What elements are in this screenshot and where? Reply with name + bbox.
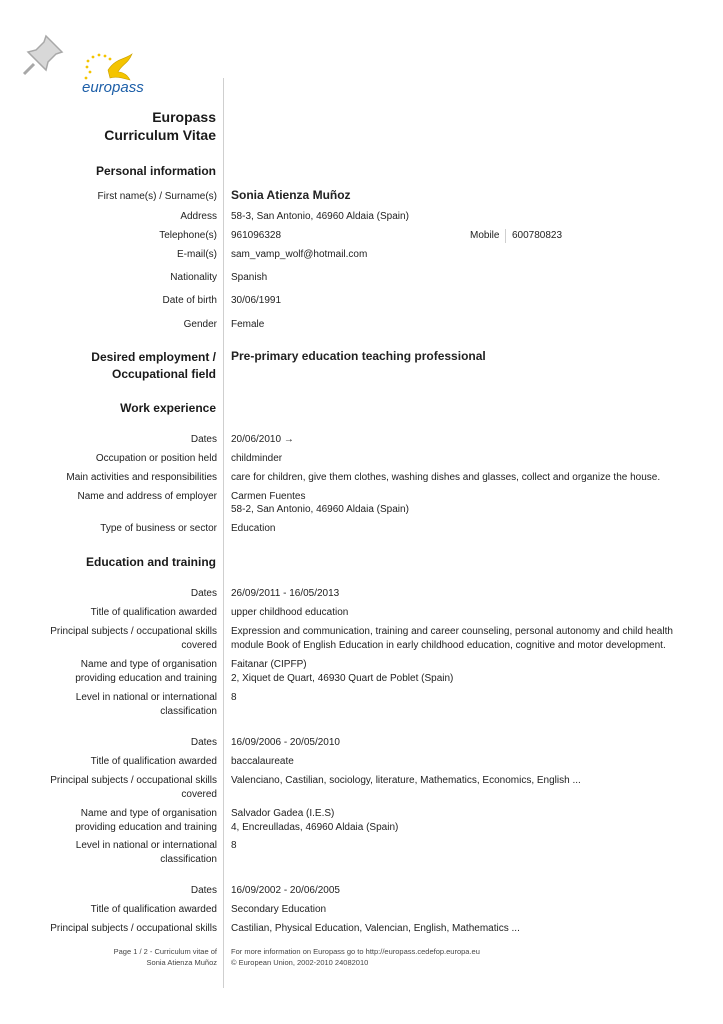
occupation-value: childminder	[231, 453, 283, 464]
edu2-org-value-2: 4, Encreulladas, 46960 Aldaia (Spain)	[231, 822, 399, 833]
sector-label: Type of business or sector	[100, 523, 217, 534]
mobile-divider	[505, 229, 506, 243]
telephone-label: Telephone(s)	[159, 230, 217, 241]
occupation-label: Occupation or position held	[95, 453, 217, 464]
edu1-title-label: Title of qualification awarded	[90, 607, 217, 618]
edu2-org-label-1: Name and type of organisation	[80, 808, 217, 819]
sector-value: Education	[231, 523, 276, 534]
edu1-subjects-value-1: Expression and communication, training and career counseling, personal autonomy and child health	[231, 626, 673, 637]
edu3-dates-value: 16/09/2002 - 20/06/2005	[231, 885, 340, 896]
document-title: Europass	[152, 109, 216, 125]
edu2-dates-value: 16/09/2006 - 20/05/2010	[231, 737, 340, 748]
document-subtitle: Curriculum Vitae	[104, 127, 216, 143]
edu1-dates-label: Dates	[190, 588, 217, 599]
edu1-level-label-2: classification	[160, 706, 217, 717]
edu2-level-label-2: classification	[160, 854, 217, 865]
section-heading-personal: Personal information	[95, 164, 216, 178]
name-label: First name(s) / Surname(s)	[97, 191, 217, 202]
edu2-title-label: Title of qualification awarded	[90, 756, 217, 767]
edu2-org-label-2: providing education and training	[75, 822, 217, 833]
section-heading-work: Work experience	[120, 401, 216, 415]
footer-page-info: Page 1 / 2 - Curriculum vitae of	[113, 947, 217, 956]
edu1-level-value: 8	[231, 692, 237, 703]
employer-label: Name and address of employer	[77, 491, 217, 502]
nationality-label: Nationality	[170, 272, 217, 283]
edu1-subjects-label-1: Principal subjects / occupational skills	[50, 626, 217, 637]
edu3-subjects-label: Principal subjects / occupational skills	[50, 923, 217, 934]
footer-cv-owner: Sonia Atienza Muñoz	[146, 958, 217, 967]
edu2-subjects-label-2: covered	[181, 789, 217, 800]
section-heading-desired-2: Occupational field	[111, 367, 216, 381]
telephone-value: 961096328	[231, 230, 282, 241]
edu2-level-value: 8	[231, 840, 237, 851]
mobile-value: 600780823	[512, 230, 563, 241]
email-label: E-mail(s)	[177, 249, 217, 260]
pushpin-icon	[20, 30, 68, 78]
nationality-value: Spanish	[231, 272, 268, 283]
europass-logo	[78, 50, 178, 100]
activities-label: Main activities and responsibilities	[66, 472, 217, 483]
email-value: sam_vamp_wolf@hotmail.com	[231, 249, 368, 260]
edu3-subjects-value: Castilian, Physical Education, Valencian, English, Mathematics ...	[231, 923, 520, 934]
address-label: Address	[180, 211, 217, 222]
desired-employment-value: Pre-primary education teaching professional	[231, 349, 486, 363]
dob-value: 30/06/1991	[231, 295, 282, 306]
mobile-label: Mobile	[470, 230, 500, 241]
edu1-subjects-value-2: module Book of English Education in early childhood education, cognitive and motor development.	[231, 640, 666, 651]
activities-value: care for children, give them clothes, washing dishes and glasses, collect and organize the house.	[231, 472, 661, 483]
edu3-title-label: Title of qualification awarded	[90, 904, 217, 915]
edu1-level-label-1: Level in national or international	[75, 692, 217, 703]
work-dates-label: Dates	[190, 434, 217, 445]
edu2-org-value-1: Salvador Gadea (I.E.S)	[231, 808, 335, 819]
footer-info-link: For more information on Europass go to http://europass.cedefop.europa.eu	[231, 947, 480, 956]
address-value: 58-3, San Antonio, 46960 Aldaia (Spain)	[231, 211, 409, 222]
gender-value: Female	[231, 319, 265, 330]
edu2-dates-label: Dates	[190, 737, 217, 748]
name-value: Sonia Atienza Muñoz	[231, 188, 351, 202]
edu1-org-label-2: providing education and training	[75, 673, 217, 684]
section-heading-education: Education and training	[85, 555, 216, 569]
logo-text: europass	[82, 79, 144, 96]
gender-label: Gender	[183, 319, 217, 330]
edu3-dates-label: Dates	[190, 885, 217, 896]
edu2-subjects-value: Valenciano, Castilian, sociology, literature, Mathematics, Economics, English ...	[231, 775, 581, 786]
section-heading-desired-1: Desired employment /	[91, 350, 216, 364]
edu2-title-value: baccalaureate	[231, 756, 294, 767]
edu1-dates-value: 26/09/2011 - 16/05/2013	[231, 588, 340, 599]
edu1-org-value-1: Faitanar (CIPFP)	[231, 659, 307, 670]
edu3-title-value: Secondary Education	[231, 904, 327, 915]
work-dates-value: 20/06/2010 →	[231, 434, 294, 445]
edu1-title-value: upper childhood education	[231, 607, 349, 618]
employer-name-value: Carmen Fuentes	[231, 491, 306, 502]
edu1-subjects-label-2: covered	[181, 640, 217, 651]
edu1-org-value-2: 2, Xiquet de Quart, 46930 Quart de Poblet (Spain)	[231, 673, 454, 684]
employer-address-value: 58-2, San Antonio, 46960 Aldaia (Spain)	[231, 504, 409, 515]
dob-label: Date of birth	[162, 295, 217, 306]
footer-copyright: © European Union, 2002-2010 24082010	[231, 958, 369, 967]
edu1-org-label-1: Name and type of organisation	[80, 659, 217, 670]
edu2-level-label-1: Level in national or international	[75, 840, 217, 851]
column-divider	[223, 78, 224, 988]
edu2-subjects-label-1: Principal subjects / occupational skills	[50, 775, 217, 786]
